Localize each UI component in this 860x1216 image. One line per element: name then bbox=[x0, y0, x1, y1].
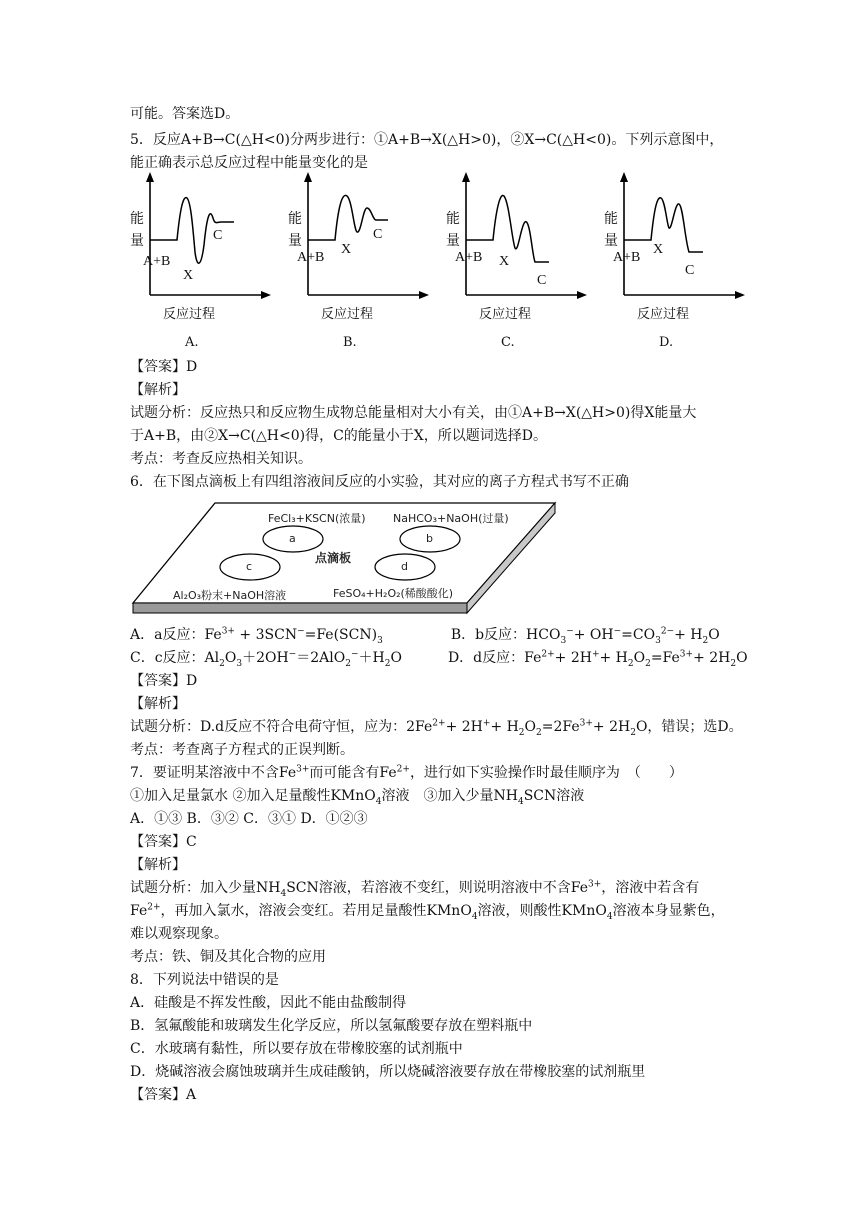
key-point: 考点：考查反应热相关知识。 bbox=[130, 451, 312, 467]
question-5: 5．反应A+B→C(△H<0)分两步进行：①A+B→X(△H>0)，②X→C(△H<0)。下列示意图中， bbox=[130, 132, 724, 148]
question-8: 8．下列说法中错误的是 bbox=[130, 972, 279, 988]
energy-axis-label: 量 bbox=[288, 234, 302, 249]
energy-axis-label: 量 bbox=[130, 234, 144, 249]
product-label: C bbox=[685, 263, 695, 278]
energy-graph-b bbox=[283, 170, 433, 355]
reactant-label: A+B bbox=[455, 250, 483, 265]
product-label: C bbox=[537, 273, 547, 288]
option-8d: D．烧碱溶液会腐蚀玻璃并生成硅酸钠，所以烧碱溶液要存放在带橡胶塞的试剂瓶里 bbox=[130, 1064, 646, 1080]
analysis-text: 试题分析：反应热只和反应物生成物总能量相对大小有关，由①A+B→X(△H>0)得X能量大 bbox=[130, 405, 697, 421]
x-axis-label: 反应过程 bbox=[321, 307, 374, 322]
analysis-heading: 【解析】 bbox=[130, 696, 186, 712]
option-6ab: A．a反应：$Fe^{3+} + 3SCN^-=Fe(SCN)_3$ B．b反应：$HCO_3^-+ OH^-=CO_3^{2-}+ H_2O$ bbox=[130, 626, 720, 646]
intermediate-label: X bbox=[499, 254, 510, 269]
plate-title: 点滴板 bbox=[315, 551, 352, 565]
analysis-heading: 【解析】 bbox=[130, 382, 186, 398]
analysis-text: 难以观察现象。 bbox=[130, 926, 228, 942]
option-label: D. bbox=[659, 335, 674, 350]
option-label: B. bbox=[343, 335, 357, 350]
key-point: 考点：铁、铜及其化合物的应用 bbox=[130, 949, 326, 965]
energy-graph-d bbox=[599, 170, 749, 355]
energy-axis-label: 能 bbox=[288, 212, 302, 227]
analysis-text: 试题分析：加入少量$NH_4SCN$溶液，若溶液不变红，则说明溶液中不含$Fe^{3+}$，溶液中若含有 bbox=[130, 879, 700, 899]
analysis-text: $Fe^{2+}$，再加入氯水，溶液会变红。若用足量酸性KMnO$_4$溶液，则酸性KMnO$_4$溶液本身显紫色， bbox=[130, 902, 725, 922]
option-8a: A．硅酸是不挥发性酸，因此不能由盐酸制得 bbox=[130, 995, 407, 1011]
x-axis-label: 反应过程 bbox=[479, 307, 532, 322]
energy-axis-label: 量 bbox=[446, 234, 460, 249]
answer-8: 【答案】A bbox=[130, 1087, 197, 1103]
well-c: c bbox=[246, 560, 253, 573]
question-7-steps: ①加入足量氯水 ②加入足量酸性KMnO$_4$溶液 ③加入少量$NH_4SCN$溶液 bbox=[130, 788, 585, 807]
product-label: C bbox=[213, 228, 223, 243]
answer-7: 【答案】C bbox=[130, 834, 197, 850]
energy-graph-c bbox=[441, 170, 591, 355]
option-6cd: C．c反应：$Al_2O_3+2OH^-=2AlO_2^-+H_2O$ D．d反应：$Fe^{2+}+ 2H^++ H_2O_2=Fe^{3+}+ 2H_2O$ bbox=[130, 649, 748, 669]
well-label: Al₂O₃粉末+NaOH溶液 bbox=[173, 589, 287, 602]
intermediate-label: X bbox=[341, 242, 352, 257]
product-label: C bbox=[373, 227, 383, 242]
option-label: A. bbox=[185, 335, 199, 350]
text-line: 可能。答案选D。 bbox=[130, 106, 240, 122]
spot-plate-figure bbox=[125, 495, 565, 620]
analysis-text: 于A+B，由②X→C(△H<0)得，C的能量小于X，所以题词选择D。 bbox=[130, 428, 547, 444]
energy-axis-label: 量 bbox=[604, 234, 618, 249]
analysis-text: 试题分析：D.d反应不符合电荷守恒，应为：$2Fe^{2+}+ 2H^++ H_2O_2=2Fe^{3+}+ 2H_2O$，错误；选D。 bbox=[130, 718, 743, 738]
reactant-label: A+B bbox=[143, 254, 171, 269]
well-b: b bbox=[426, 532, 433, 545]
question-7-options: A．①③ B．③② C．③① D．①②③ bbox=[130, 811, 368, 827]
x-axis-label: 反应过程 bbox=[163, 307, 216, 322]
intermediate-label: X bbox=[653, 242, 664, 257]
energy-graph-a bbox=[125, 170, 275, 355]
well-label: FeCl₃+KSCN(浓量) bbox=[268, 512, 366, 525]
option-8c: C．水玻璃有黏性，所以要存放在带橡胶塞的试剂瓶中 bbox=[130, 1041, 463, 1057]
question-7: 7．要证明某溶液中不含$Fe^{3+}$而可能含有$Fe^{2+}$，进行如下实验操作时最佳顺序为 （ ） bbox=[130, 764, 683, 781]
energy-diagrams bbox=[125, 170, 765, 355]
well-d: d bbox=[401, 560, 408, 573]
answer-5: 【答案】D bbox=[130, 359, 198, 375]
well-label: FeSO₄+H₂O₂(稀酸酸化) bbox=[333, 587, 454, 600]
question-5-cont: 能正确表示总反应过程中能量变化的是 bbox=[130, 155, 368, 171]
question-6: 6．在下图点滴板上有四组溶液间反应的小实验，其对应的离子方程式书写不正确 bbox=[130, 474, 629, 490]
key-point: 考点：考查离子方程式的正误判断。 bbox=[130, 742, 354, 758]
intermediate-label: X bbox=[183, 268, 194, 283]
option-8b: B．氢氟酸能和玻璃发生化学反应，所以氢氟酸要存放在塑料瓶中 bbox=[130, 1018, 533, 1034]
analysis-heading: 【解析】 bbox=[130, 857, 186, 873]
well-a: a bbox=[289, 532, 296, 545]
x-axis-label: 反应过程 bbox=[637, 307, 690, 322]
energy-axis-label: 能 bbox=[604, 212, 618, 227]
well-label: NaHCO₃+NaOH(过量) bbox=[393, 512, 509, 525]
energy-axis-label: 能 bbox=[446, 212, 460, 227]
option-label: C. bbox=[501, 335, 515, 350]
answer-6: 【答案】D bbox=[130, 673, 198, 689]
energy-axis-label: 能 bbox=[130, 212, 144, 227]
reactant-label: A+B bbox=[613, 250, 641, 265]
reactant-label: A+B bbox=[297, 250, 325, 265]
